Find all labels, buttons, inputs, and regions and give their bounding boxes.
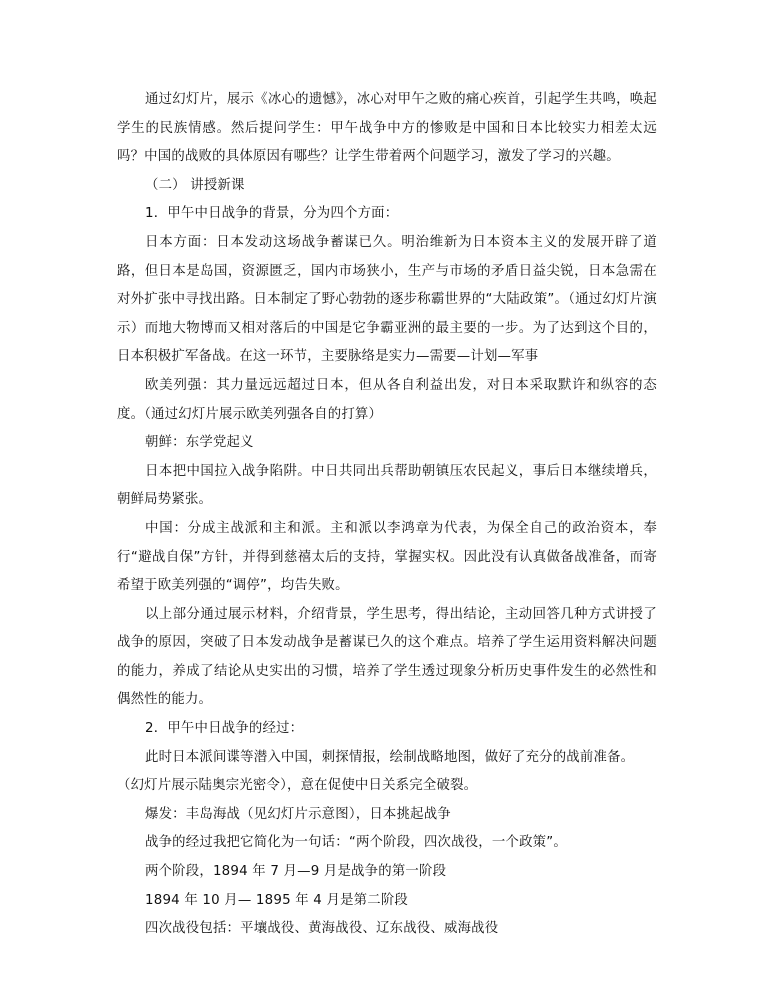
spy-paragraph: 此时日本派间谍等潜入中国，刺探情报，绘制战略地图，做好了充分的战前准备。 — [145, 749, 635, 765]
intro-paragraph: 通过幻灯片，展示《冰心的遗憾》，冰心对甲午之败的痛心疾首，引起学生共鸣，唤起学生的民族情感。然后提问学生：甲午战争中方的惨败是中国和日本比较实力相差太远吗？中国的战败的具体原因有哪些？让学生带着两个问题学习，激发了学习的兴趣。 — [117, 92, 657, 165]
outbreak-paragraph: 爆发：丰岛海战（见幻灯片示意图），日本挑起战争 — [145, 806, 451, 822]
western-powers-paragraph: 欧美列强：其力量远远超过日本，但从各自利益出发，对日本采取默许和纵容的态度。（通过幻灯片展示欧美列强各自的打算） — [117, 377, 657, 422]
china-paragraph: 中国：分成主战派和主和派。主和派以李鸿章为代表，为保全自己的政治资本，奉行“避战自保”方针，并得到慈禧太后的支持，掌握实权。因此没有认真做备战准备，而寄希望于欧美列强的“调停”，均告失败。 — [117, 520, 657, 594]
stage-1-paragraph: 两个阶段，1894 年 7 月—9 月是战争的第一阶段 — [145, 864, 447, 880]
summary-paragraph: 以上部分通过展示材料，介绍背景，学生思考，得出结论，主动回答几种方式讲授了战争的原因，突破了日本发动战争是蓄谋已久的这个难点。培养了学生运用资料解决问题的能力，养成了结论从史实出的习惯，培养了学生透过现象分析历史事件发生的必然性和偶然性的能力。 — [117, 606, 657, 708]
document-body — [117, 86, 657, 944]
japan-paragraph: 日本方面：日本发动这场战争蓄谋已久。明治维新为日本资本主义的发展开辟了道路，但日本是岛国，资源匮乏，国内市场狭小，生产与市场的矛盾日益尖锐，日本急需在对外扩张中寻找出路。日本制定了野心勃勃的逐步称霸世界的“大陆政策”。（通过幻灯片演示）而地大物博而又相对落后的中国是它争霸亚洲的最主要的一步。为了达到这个目的，日本积极扩军备战。在这一环节，主要脉络是实力—需要—计划—军事 — [117, 234, 657, 365]
battles-paragraph: 四次战役包括：平壤战役、黄海战役、辽东战役、威海战役 — [145, 921, 499, 937]
korea-paragraph: 朝鲜：东学党起义 — [145, 435, 254, 451]
overview-paragraph: 战争的经过我把它简化为一句话：“两个阶段，四次战役，一个政策”。 — [145, 835, 567, 851]
section-heading: （二） 讲授新课 — [145, 177, 245, 193]
trap-paragraph: 日本把中国拉入战争陷阱。中日共同出兵帮助朝镇压农民起义，事后日本继续增兵，朝鲜局势紧张。 — [117, 463, 657, 508]
stage-2-paragraph: 1894 年 10 月— 1895 年 4 月是第二阶段 — [145, 892, 409, 908]
slide-paragraph: （幻灯片展示陆奥宗光密令），意在促使中日关系完全破裂。 — [117, 778, 478, 794]
subheading-course: 2．甲午中日战争的经过： — [145, 721, 304, 737]
subheading-background: 1．甲午中日战争的背景，分为四个方面： — [145, 206, 399, 222]
